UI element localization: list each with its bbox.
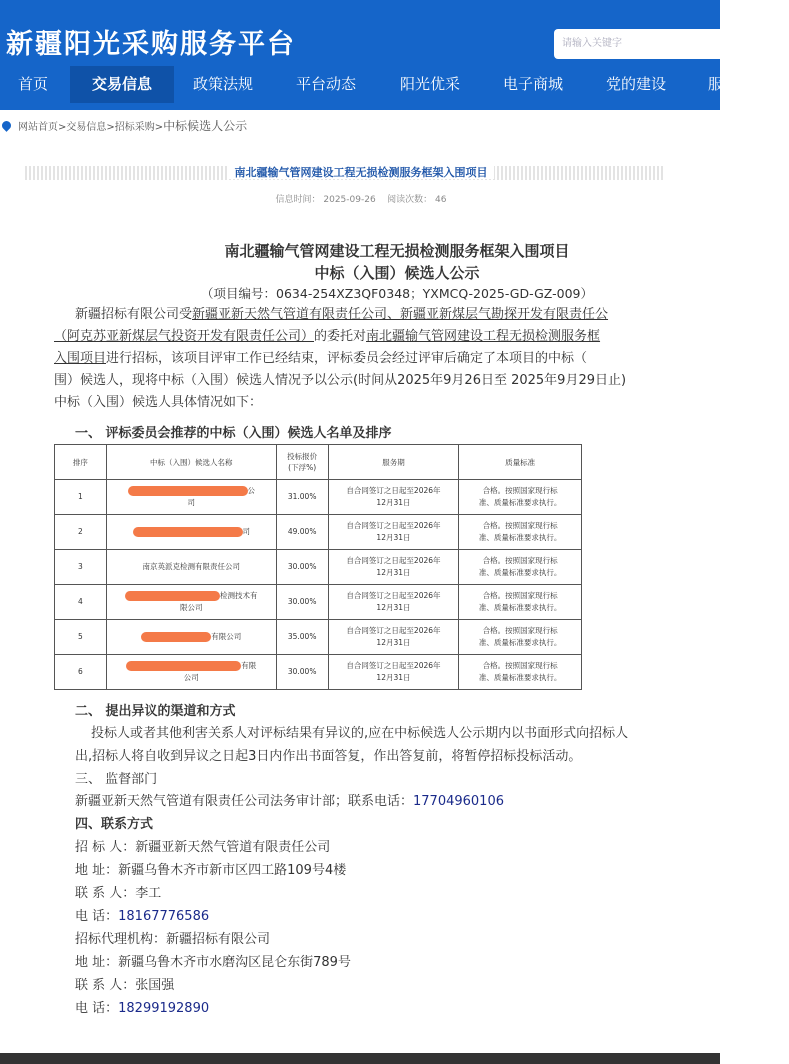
breadcrumb-sep: > bbox=[154, 122, 164, 133]
nav-home[interactable]: 首页 bbox=[18, 75, 49, 93]
col-rank: 排序 bbox=[55, 445, 107, 480]
redacted-mark bbox=[125, 591, 220, 601]
agency-contact-line: 联 系 人：张国强 bbox=[75, 978, 175, 993]
search-input[interactable]: 请输入关键字 bbox=[554, 29, 734, 59]
main-nav bbox=[0, 66, 724, 103]
candidate-name: 有限公司 bbox=[106, 620, 276, 655]
candidate-name: 公 司 bbox=[106, 480, 276, 515]
tenderer-line: 招 标 人：新疆亚新天然气管道有限责任公司 bbox=[75, 840, 331, 855]
project-heading: 南北疆输气管网建设工程无损检测服务框架入围项目 bbox=[5, 164, 717, 180]
agency-line: 招标代理机构：新疆招标有限公司 bbox=[75, 932, 271, 947]
redacted-mark bbox=[128, 486, 248, 496]
table-row: 6 有限 公司 30.00% 自合同签订之日起至2026年 12月31日 合格。按照国家现行标 准、质量标准要求执行。 bbox=[55, 655, 582, 690]
breadcrumb-current: 中标候选人公示 bbox=[163, 119, 248, 133]
table-row: 3 南京英派克检测有限责任公司 30.00% 自合同签订之日起至2026年 12月31日 合格。按照国家现行标 准、质量标准要求执行。 bbox=[55, 550, 582, 585]
breadcrumb-tender[interactable]: 招标采购 bbox=[114, 122, 155, 133]
agency-phone[interactable]: 18299192890 bbox=[118, 1001, 210, 1016]
objection-line1: 投标人或者其他利害关系人对评标结果有异议的,应在中标候选人公示期内以书面形式向招标人 bbox=[91, 726, 629, 741]
nav-sunshine-purchase[interactable]: 阳光优采 bbox=[400, 75, 461, 93]
tenderer-tel-line: 电 话：18167776586 bbox=[75, 909, 210, 924]
footer-bar bbox=[0, 1053, 720, 1064]
candidate-name: 南京英派克检测有限责任公司 bbox=[106, 550, 276, 585]
col-quality: 质量标准 bbox=[459, 445, 582, 480]
table-header-row bbox=[55, 445, 582, 480]
section3-heading: 三、 监督部门 bbox=[75, 772, 158, 787]
breadcrumb bbox=[0, 112, 720, 140]
project-number: （项目编号：0634-254XZ3QF0348；YXMCQ-2025-GD-GZ-009） bbox=[201, 286, 593, 301]
nav-party[interactable]: 党的建设 bbox=[606, 75, 667, 93]
col-service: 服务期 bbox=[328, 445, 459, 480]
nav-platform-news[interactable]: 平台动态 bbox=[296, 75, 357, 93]
supervisor-line: 新疆亚新天然气管道有限责任公司法务审计部；联系电话：17704960106 bbox=[75, 794, 504, 809]
location-pin-icon bbox=[0, 119, 13, 132]
section1-heading: 一、 评标委员会推荐的中标（入围）候选人名单及排序 bbox=[75, 426, 392, 441]
intro-line5: 中标（入围）候选人具体情况如下： bbox=[54, 395, 263, 410]
candidate-name: 有限 公司 bbox=[106, 655, 276, 690]
table-row: 1 公 司 31.00% 自合同签订之日起至2026年 12月31日 合格。按照国家现行标 准、质量标准要求执行。 bbox=[55, 480, 582, 515]
intro-line1: 新疆招标有限公司受新疆亚新天然气管道有限责任公司、新疆亚新煤层气勘探开发有限责任公 bbox=[75, 307, 609, 322]
doc-title-line2: 中标（入围）候选人公示 bbox=[314, 264, 480, 282]
breadcrumb-sep: > bbox=[58, 122, 67, 133]
view-count: 阅读次数： 46 bbox=[387, 195, 447, 205]
table-row: 5 有限公司 35.00% 自合同签订之日起至2026年 12月31日 合格。按照国家现行标 准、质量标准要求执行。 bbox=[55, 620, 582, 655]
candidate-name: 检测技术有 限公司 bbox=[106, 585, 276, 620]
site-header bbox=[0, 0, 724, 110]
agency-tel-line: 电 话：18299192890 bbox=[75, 1001, 210, 1016]
objection-line2: 出,招标人将自收到异议之日起3日内作出书面答复，作出答复前，将暂停招标投标活动。 bbox=[75, 749, 582, 764]
section4-heading: 四、联系方式 bbox=[75, 817, 154, 832]
tenderer-phone[interactable]: 18167776586 bbox=[118, 909, 210, 924]
redacted-mark bbox=[141, 632, 211, 642]
nav-e-mall[interactable]: 电子商城 bbox=[503, 75, 564, 93]
section2-heading: 二、 提出异议的渠道和方式 bbox=[75, 704, 236, 719]
breadcrumb-trade-info[interactable]: 交易信息 bbox=[66, 122, 107, 133]
breadcrumb-sep: > bbox=[106, 122, 115, 133]
intro-line4: 围）候选人，现将中标（入围）候选人情况予以公示(时间从2025年9月26日至 2025年9月29日止) bbox=[54, 373, 627, 388]
tenderer-address-line: 地 址：新疆乌鲁木齐市新市区四工路109号4楼 bbox=[75, 863, 347, 878]
article-meta bbox=[5, 192, 717, 205]
info-time: 信息时间： 2025-09-26 bbox=[275, 195, 376, 205]
agency-address-line: 地 址：新疆乌鲁木齐市水磨沟区昆仑东街789号 bbox=[75, 955, 351, 970]
candidate-name: 司 bbox=[106, 515, 276, 550]
nav-trade-info[interactable]: 交易信息 bbox=[70, 66, 174, 103]
col-price: 投标报价 (下浮%) bbox=[276, 445, 328, 480]
table-row: 2 司 49.00% 自合同签订之日起至2026年 12月31日 合格。按照国家现行标 准、质量标准要求执行。 bbox=[55, 515, 582, 550]
nav-policy[interactable]: 政策法规 bbox=[193, 75, 254, 93]
tenderer-contact-line: 联 系 人：李工 bbox=[75, 886, 162, 901]
site-title[interactable]: 新疆阳光采购服务平台 bbox=[6, 29, 296, 60]
article-panel bbox=[5, 148, 717, 1053]
intro-line2: （阿克苏亚新煤层气投资开发有限责任公司）的委托对南北疆输气管网建设工程无损检测服务框 bbox=[54, 329, 601, 344]
doc-title-line1: 南北疆输气管网建设工程无损检测服务框架入围项目 bbox=[224, 242, 570, 260]
redacted-mark bbox=[126, 661, 241, 671]
table-row: 4 检测技术有 限公司 30.00% 自合同签订之日起至2026年 12月31日 合格。按照国家现行标 准、质量标准要求执行。 bbox=[55, 585, 582, 620]
nav-service[interactable]: 服 bbox=[708, 75, 724, 93]
intro-line3: 入围项目进行招标，该项目评审工作已经结束，评标委员会经过评审后确定了本项目的中标（ bbox=[54, 351, 588, 366]
breadcrumb-home[interactable]: 网站首页 bbox=[18, 122, 58, 133]
candidate-table bbox=[54, 444, 582, 690]
supervisor-phone[interactable]: 17704960106 bbox=[413, 794, 504, 809]
redacted-mark bbox=[133, 527, 243, 537]
col-name: 中标（入围）候选人名称 bbox=[106, 445, 276, 480]
